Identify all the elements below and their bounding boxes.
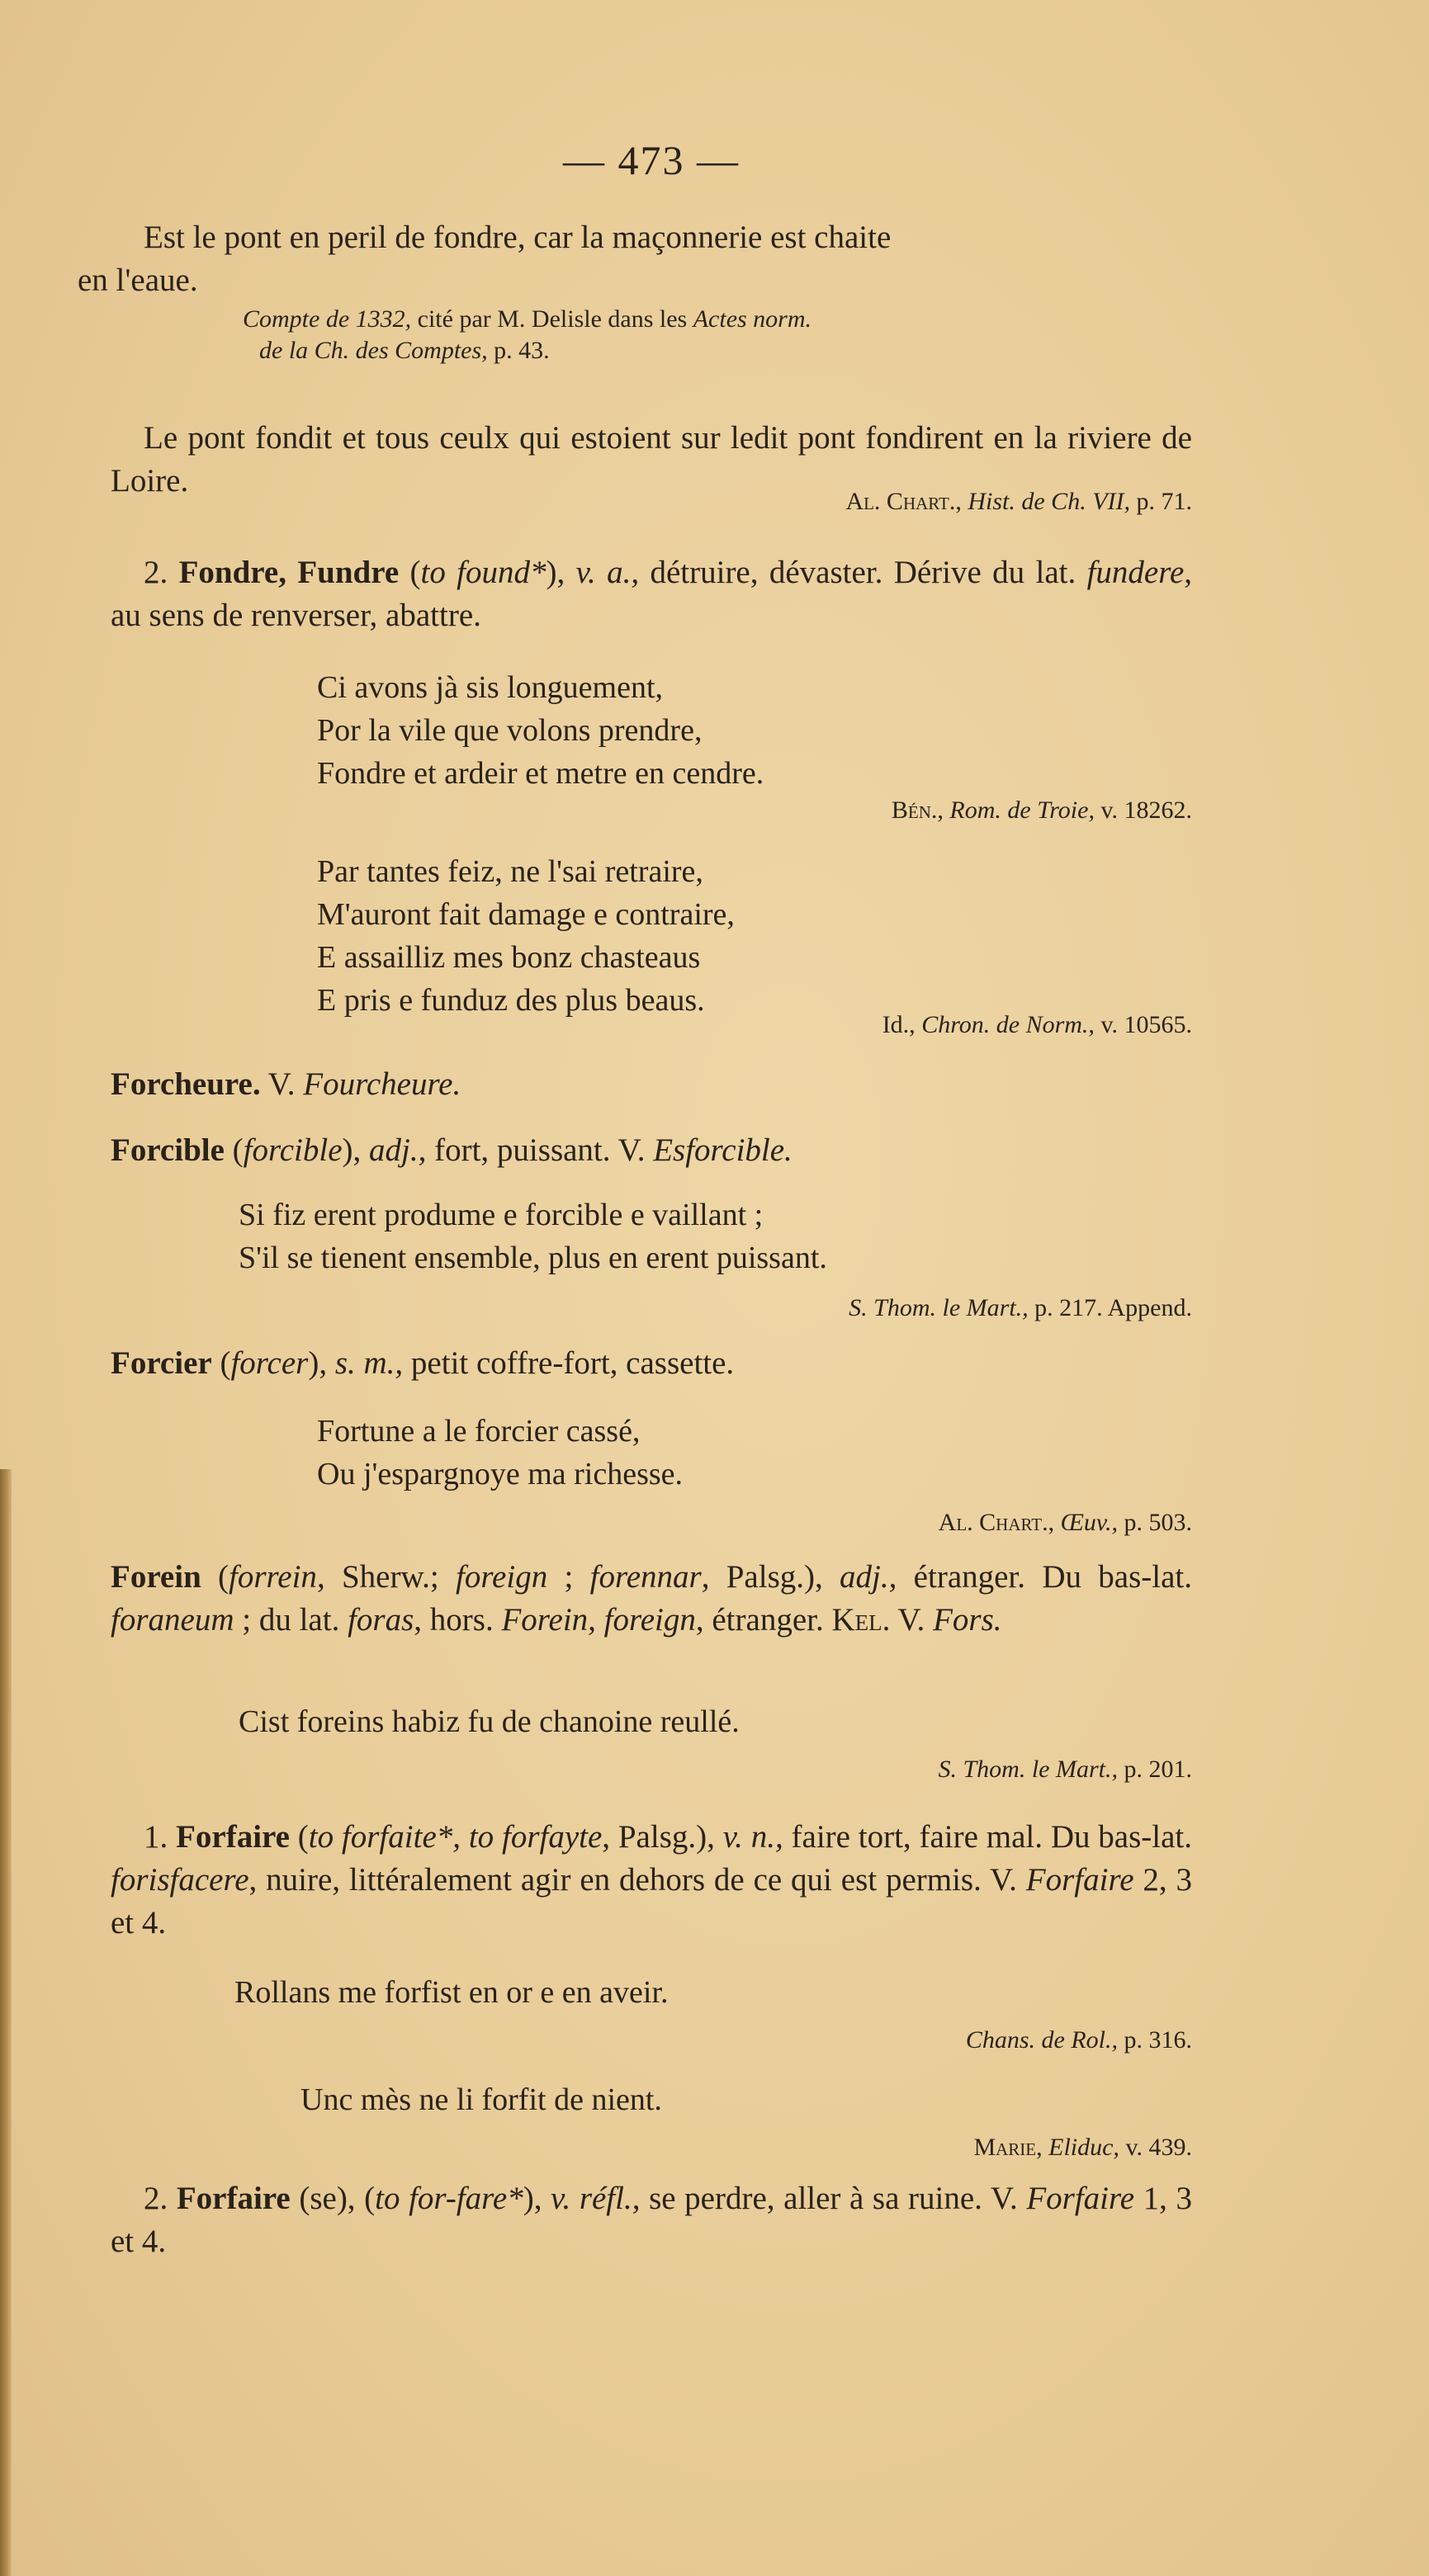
- text-run: de la Ch. des Comptes,: [259, 337, 488, 364]
- text-run: 2, 3 et 4.: [111, 1862, 1193, 1940]
- citation-ben-troie: [892, 794, 1192, 827]
- text-run: E assailliz mes bonz chasteaus: [317, 940, 701, 975]
- text-run: Forfaire: [1025, 1862, 1134, 1898]
- citation-al-chart-oeuv: [939, 1506, 1192, 1539]
- citation-marie-eliduc: [973, 2131, 1192, 2164]
- text-run: v. 18262.: [1094, 796, 1192, 824]
- text-run: Cist foreins habiz fu de chanoine reullé.: [239, 1704, 740, 1739]
- text-run: Unc mès ne li forfit de nient.: [300, 2082, 662, 2117]
- text-run: Chans. de Rol.,: [965, 2026, 1118, 2054]
- headword: Forcible: [111, 1132, 225, 1168]
- text-run: , nuire, littéralement agir en dehors de ce qui est permis. V.: [248, 1862, 1026, 1898]
- text-run: Par tantes feiz, ne l'sai retraire,: [317, 854, 703, 889]
- verse-fortune: [317, 1410, 683, 1496]
- verse-si-fiz: [239, 1193, 827, 1279]
- text-run: Por la vile que volons prendre,: [317, 713, 703, 748]
- text-run: Kel.: [831, 1602, 891, 1638]
- text-run: foras: [348, 1602, 414, 1638]
- text-run: petit coffre-fort, cassette.: [403, 1345, 735, 1381]
- text-run: Fourcheure.: [303, 1066, 461, 1102]
- citation-compte-1332: [243, 304, 812, 366]
- text-run: Bén.,: [891, 796, 944, 824]
- text-run: M'auront fait damage e contraire,: [317, 897, 735, 932]
- text-run: ; du lat.: [234, 1602, 348, 1638]
- text-run: fort, puissant. V.: [426, 1132, 654, 1168]
- page-spine-edge: [0, 1469, 12, 2576]
- text-run: V.: [890, 1602, 934, 1638]
- text-run: forennar: [589, 1559, 702, 1595]
- text-run: (: [211, 1345, 231, 1381]
- text-run: v. n.,: [722, 1819, 783, 1855]
- text-run: s. m.,: [334, 1345, 404, 1381]
- text-run: , étranger.: [695, 1602, 832, 1638]
- text-run: Al. Chart.,: [938, 1509, 1055, 1536]
- text-run: cité par M. Delisle dans les: [411, 305, 693, 333]
- headword: Forcheure.: [111, 1066, 261, 1102]
- text-run: (se), (: [290, 2181, 376, 2216]
- headword: Fondre, Fundre: [178, 555, 400, 590]
- text-run: forcible: [243, 1132, 343, 1168]
- text-run: p. 503.: [1118, 1509, 1192, 1536]
- text-run: 2.: [144, 555, 179, 590]
- text-run: ),: [308, 1345, 335, 1381]
- verse-unc-mes: [300, 2078, 662, 2121]
- headword: Forfaire: [176, 2181, 291, 2216]
- text-run: to for-fare*: [375, 2181, 523, 2216]
- text-run: Rollans me forfist en or e en aveir.: [234, 1975, 669, 2010]
- text-run: Chron. de Norm.,: [915, 1011, 1095, 1038]
- text-run: p. 201.: [1118, 1756, 1192, 1783]
- text-run: fundere: [1086, 555, 1185, 590]
- text-run: Marie,: [973, 2134, 1043, 2161]
- text-run: Hist. de Ch. VII,: [961, 488, 1130, 515]
- text-run: S'il se tienent ensemble, plus en erent puissant.: [239, 1241, 827, 1275]
- text-run: [243, 337, 550, 364]
- headword: Forcier: [111, 1345, 212, 1381]
- text-run: Fortune a le forcier cassé,: [317, 1414, 641, 1449]
- entry-forein: [111, 1556, 1192, 1642]
- verse-ci-avons: [317, 666, 764, 795]
- text-run: foraneum: [111, 1602, 234, 1638]
- entry-forfaire-1: [111, 1816, 1192, 1945]
- text-run: forcer: [230, 1345, 309, 1381]
- text-run: Est le pont en peril de fondre, car la maçonnerie est chaite: [144, 220, 892, 255]
- text-run: p. 71.: [1130, 488, 1192, 515]
- quote-est-le-pont: [78, 216, 1192, 302]
- verse-rollans: [234, 1971, 669, 2014]
- citation-chans-rol: [966, 2024, 1192, 2057]
- entry-forcier: [111, 1342, 1192, 1385]
- text-run: (: [289, 1819, 309, 1855]
- text-run: to forfaite*, to forfayte: [308, 1819, 603, 1855]
- text-run: ),: [342, 1132, 370, 1168]
- text-run: Rom. de Troie,: [943, 796, 1095, 824]
- text-run: détruire, dévaster. Dérive du lat.: [639, 555, 1087, 590]
- entry-fondre-2: [111, 551, 1192, 637]
- text-run: (: [399, 555, 421, 590]
- page-number: — 473 —: [563, 137, 740, 183]
- text-run: p. 217. Append.: [1028, 1294, 1192, 1321]
- text-run: forisfacere: [111, 1862, 249, 1898]
- text-run: (: [201, 1559, 229, 1595]
- text-run: Si fiz erent produme e forcible e vaillant ;: [239, 1198, 764, 1232]
- text-run: 1, 3 et 4.: [111, 2181, 1192, 2259]
- text-run: , hors.: [414, 1602, 502, 1638]
- text-run: , Sherw.;: [316, 1559, 456, 1595]
- text-run: Fondre et ardeir et metre en cendre.: [317, 756, 764, 791]
- text-run: Forein, foreign: [501, 1602, 696, 1638]
- text-run: , Palsg.),: [701, 1559, 840, 1595]
- text-run: S. Thom. le Mart.,: [938, 1756, 1118, 1783]
- citation-id-chron: [882, 1009, 1192, 1042]
- text-run: ;: [547, 1559, 590, 1595]
- text-run: p. 316.: [1118, 2026, 1192, 2054]
- text-run: E pris e funduz des plus beaus.: [317, 983, 705, 1018]
- text-run: (: [224, 1132, 244, 1168]
- text-run: v. réfl.,: [551, 2181, 641, 2216]
- text-run: Fors.: [933, 1602, 1002, 1638]
- text-run: étranger. Du bas-lat.: [897, 1559, 1192, 1595]
- text-run: ),: [523, 2181, 551, 2216]
- citation-s-thom-217: [849, 1292, 1192, 1325]
- headword: Forfaire: [176, 1819, 290, 1855]
- text-run: S. Thom. le Mart.,: [849, 1294, 1029, 1321]
- text-run: V.: [260, 1066, 304, 1102]
- text-run: v. 439.: [1119, 2134, 1192, 2161]
- text-run: p. 43.: [487, 337, 550, 364]
- citation-al-chart-hist: [845, 485, 1192, 518]
- text-run: Compte de 1332,: [243, 305, 412, 333]
- verse-par-tantes: [317, 850, 735, 1022]
- text-run: ),: [546, 555, 576, 590]
- text-run: adj.,: [369, 1132, 427, 1168]
- entry-forfaire-2: [111, 2177, 1192, 2263]
- text-run: 2.: [144, 2181, 177, 2216]
- citation-s-thom-201: [939, 1753, 1193, 1786]
- text-run: Ou j'espargnoye ma richesse.: [317, 1457, 684, 1491]
- text-run: v. 10565.: [1094, 1011, 1192, 1038]
- text-run: , Palsg.),: [602, 1819, 723, 1855]
- text-run: foreign: [455, 1559, 548, 1595]
- text-run: Esforcible.: [653, 1132, 793, 1168]
- text-run: se perdre, aller à sa ruine. V.: [640, 2181, 1027, 2216]
- quote-le-pont-fondit: Le pont fondit et tous ceulx qui estoient sur ledit pont fondirent en la riviere de Loire.: [111, 420, 1192, 499]
- entry-forcheure: [111, 1063, 1192, 1106]
- text-run: to found*: [420, 555, 547, 590]
- text-run: v. a.,: [575, 555, 640, 590]
- text-run: Eliduc,: [1042, 2134, 1119, 2161]
- text-run: 1.: [144, 1819, 177, 1855]
- text-run: Œuv.,: [1054, 1509, 1118, 1536]
- text-run: Id.,: [882, 1011, 916, 1038]
- text-run: Ci avons jà sis longuement,: [317, 670, 664, 705]
- text-run: Forfaire: [1026, 2181, 1135, 2216]
- entry-forcible: [111, 1129, 1192, 1172]
- verse-cist-foreins: [239, 1700, 740, 1743]
- text-run: en l'eaue.: [78, 262, 198, 298]
- text-run: adj.,: [840, 1559, 897, 1595]
- text-run: Al. Chart.,: [845, 488, 962, 515]
- text-run: faire tort, faire mal. Du bas-lat.: [783, 1819, 1193, 1855]
- headword: Forein: [111, 1559, 201, 1595]
- text-run: , au sens de renverser, abattre.: [111, 555, 1193, 633]
- text-run: Actes norm.: [693, 305, 812, 333]
- text-run: forrein: [229, 1559, 317, 1595]
